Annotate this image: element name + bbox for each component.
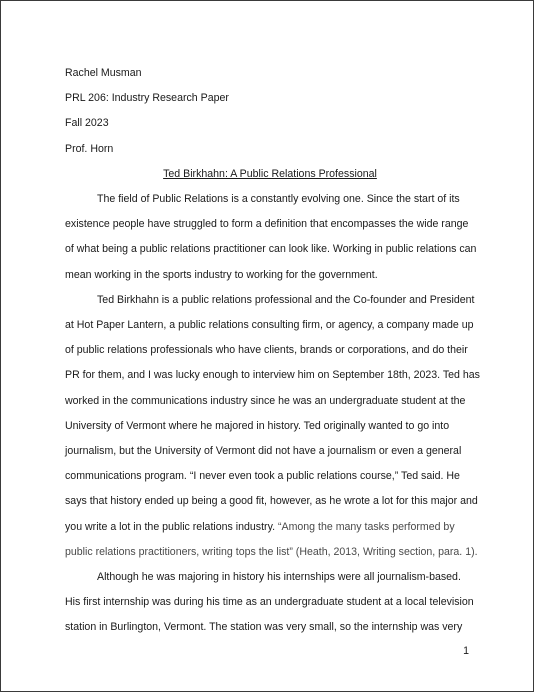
paragraph-2 bbox=[65, 288, 480, 565]
paragraph-1 bbox=[65, 187, 475, 288]
paragraph-line: worked in the communications industry since he was an undergraduate student at the bbox=[65, 394, 466, 407]
paragraph-line: The field of Public Relations is a constantly evolving one. Since the start of its bbox=[97, 193, 460, 206]
paragraph-line: of what being a public relations practitioner can look like. Working in public relations can bbox=[65, 243, 477, 256]
paragraph-text: you write a lot in the public relations industry. bbox=[65, 520, 276, 533]
paragraph-3 bbox=[65, 565, 475, 641]
quotation-line: public relations practitioners, writing tops the list” (Heath, 2013, Writing section, para. 1). bbox=[65, 545, 478, 558]
document-body bbox=[65, 61, 480, 641]
paragraph-line: says that history ended up being a good fit, however, as he wrote a lot for this major and bbox=[65, 495, 478, 508]
paragraph-line: existence people have struggled to form a definition that encompasses the wide range bbox=[65, 218, 469, 231]
paper-title: Ted Birkhahn: A Public Relations Professional bbox=[163, 167, 377, 180]
paragraph-line: journalism, but the University of Vermont did not have a journalism or even a general bbox=[65, 445, 462, 458]
paragraph-line: of public relations professionals who have clients, brands or corporations, and do their bbox=[65, 344, 468, 357]
paragraph-line bbox=[65, 515, 475, 540]
paragraph-line: Ted Birkhahn is a public relations professional and the Co-founder and President bbox=[97, 293, 475, 306]
course-name: PRL 206: Industry Research Paper bbox=[65, 92, 229, 105]
paragraph-line: station in Burlington, Vermont. The station was very small, so the internship was very bbox=[65, 621, 463, 634]
professor-name: Prof. Horn bbox=[65, 142, 114, 155]
paragraph-line: PR for them, and I was lucky enough to interview him on September 18th, 2023. Ted has bbox=[65, 369, 480, 382]
quotation-start: “Among the many tasks performed by bbox=[277, 520, 455, 533]
paragraph-line: His first internship was during his time as an undergraduate student at a local television bbox=[65, 596, 474, 609]
author-name: Rachel Musman bbox=[65, 67, 142, 79]
paragraph-line: at Hot Paper Lantern, a public relations consulting firm, or agency, a company made up bbox=[65, 319, 474, 332]
page-number: 1 bbox=[463, 645, 469, 657]
paragraph-line: communications program. “I never even took a public relations course,” Ted said. He bbox=[65, 470, 460, 483]
paragraph-line: Although he was majoring in history his internships were all journalism-based. bbox=[97, 571, 461, 584]
paragraph-line: mean working in the sports industry to working for the government. bbox=[65, 268, 378, 281]
paragraph-line: University of Vermont where he majored in history. Ted originally wanted to go into bbox=[65, 419, 450, 432]
term: Fall 2023 bbox=[65, 117, 109, 130]
